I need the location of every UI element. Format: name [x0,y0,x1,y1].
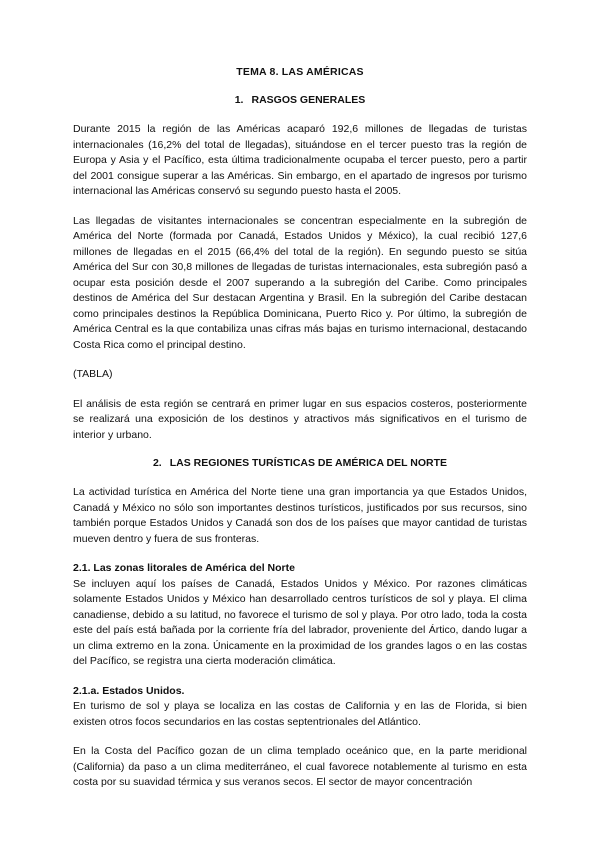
document-page [73,66,527,805]
table-placeholder: (TABLA) [73,368,113,380]
section-2-title: LAS REGIONES TURÍSTICAS DE AMÉRICA DEL NORTE [169,457,448,469]
section-1-paragraph-3: El análisis de esta región se centrará en primer lugar en sus espacios costeros, posteriormente se realizará una exposición de los destinos y atractivos más significativos en el turismo de interior y urbano. [73,397,527,441]
section-1-number: 1. [234,94,244,106]
section-1-title: RASGOS GENERALES [251,94,366,106]
subsection-2-1-title: 2.1. Las zonas litorales de América del Norte [73,562,295,574]
subsection-2-1-text: Se incluyen aquí los países de Canadá, Estados Unidos y México. Por razones climáticas solamente Estados Unidos y México han desarrollado centros turísticos de sol y playa. El clima canadiense, debido a su latitud, no favorece el turismo de sol y playa. Por otro lado, toda la costa este del país está bañada por la corriente fría del labrador, proveniente del Ártico, dando lugar a un clima extremo en la zona. Únicamente en la proximidad de los grandes lagos o en las costas del Pacífico, se registra una cierta moderación climática. [73,577,527,667]
section-2-intro: La actividad turística en América del Norte tiene una gran importancia ya que Estados Unidos, Canadá y México no sólo son importantes destinos turísticos, justificados por sus recursos, sino también porque Estados Unidos y Canadá son dos de los países que mayor cantidad de turistas mueven dentro y fuera de sus fronteras. [73,486,527,545]
section-1-paragraph-1: Durante 2015 la región de las Américas acaparó 192,6 millones de llegadas de turistas internacionales (16,2% del total de llegadas), situándose en el tercer puesto tras la región de Europa y Asia y el Pacífico, esta última tradicionalmente ocupaba el tercer puesto, pero a partir del 2001 consigue superar a las Américas. Sin embargo, en el apartado de ingresos por turismo internacional las Américas conservó su segundo puesto hasta el 2005. [73,123,527,197]
subsection-2-1-a-text: En turismo de sol y playa se localiza en las costas de California y en las de Florida, si bien existen otros focos secundarios en las costas septentrionales del Atlántico. [73,700,527,728]
section-2-number: 2. [152,457,162,469]
section-2-heading [73,457,527,469]
subsection-2-1-a-title: 2.1.a. Estados Unidos. [73,684,185,697]
subsection-2-1-a-text-2: En la Costa del Pacífico gozan de un clima templado oceánico que, en la parte meridional (California) da paso a un clima mediterráneo, el cual favorece notablemente al turismo en esta costa por su suavidad térmica y sus veranos secos. El sector de mayor concentración [73,745,527,788]
section-1-heading [73,94,527,106]
document-title: TEMA 8. LAS AMÉRICAS [236,66,364,78]
section-1-paragraph-2: Las llegadas de visitantes internacionales se concentran especialmente en la subregión de América del Norte (formada por Canadá, Estados Unidos y México), la cual recibió 127,6 millones de llegadas en el 2015 (66,4% del total de la región). En segundo puesto se sitúa América del Sur con 30,8 millones de llegadas de turistas internacionales, esta subregión pasó a ocupar esta posición desde el 2007 superando a la subregión del Caribe. Como principales destinos de América del Sur destacan Argentina y Brasil. En la subregión del Caribe destacan como principales destinos la República Dominicana, Puerto Rico y. Por último, la subregión de América Central es la que contabiliza unas cifras más bajas en turismo internacional, destacando Costa Rica como el principal destino. [73,214,527,351]
